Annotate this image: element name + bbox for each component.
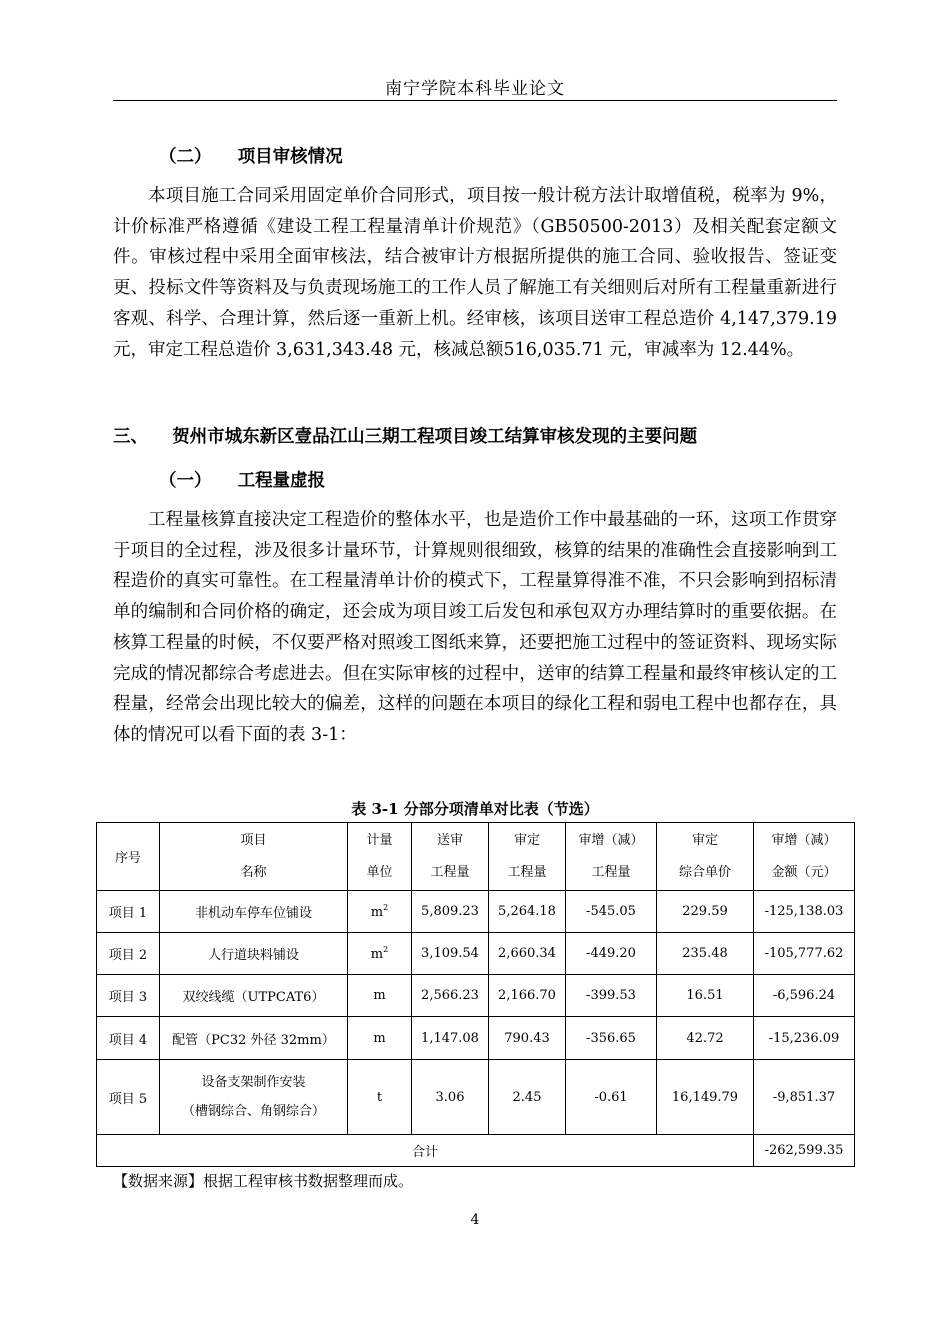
- header-diff-amount: 审增（减） 金额（元）: [754, 823, 855, 891]
- cell-approved: 2,660.34: [489, 933, 566, 975]
- running-header: 南宁学院本科毕业论文: [385, 79, 565, 99]
- section-number: （二）: [159, 147, 212, 167]
- section-title: 项目审核情况: [237, 147, 343, 167]
- cell-name: 人行道块料铺设: [160, 933, 348, 975]
- cell-name: 非机动车停车位铺设: [160, 891, 348, 933]
- table-row: [97, 1060, 855, 1135]
- cell-price: 16,149.79: [657, 1060, 754, 1135]
- cell-approved: 2.45: [489, 1060, 566, 1135]
- cell-approved: 2,166.70: [489, 975, 566, 1017]
- table-row: [97, 1017, 855, 1060]
- cell-submitted: 1,147.08: [412, 1017, 489, 1060]
- cell-submitted: 3,109.54: [412, 933, 489, 975]
- section-2-2-paragraph: 本项目施工合同采用固定单价合同形式，项目按一般计税方法计取增值税，税率为 9%，计价标准严格遵循《建设工程工程量清单计价规范》（GB50500-2013）及相关配套定额文件。审核过程中采用全面审核法，结合被审计方根据所提供的施工合同、验收报告、签证变更、投标文件等资料及与负责现场施工的工作人员了解施工有关细则后对所有工程量重新进行客观、科学、合理计算，然后逐一重新上机。经审核，该项目送审工程总造价 4,147,379.19 元，审定工程总造价 3,631,343.48 元，核减总额516,035.71 元，审减率为 12.44%。: [113, 186, 837, 360]
- header-seq: 序号: [97, 823, 160, 891]
- header-submitted-qty: 送审 工程量: [412, 823, 489, 891]
- header-diff-qty: 审增（减） 工程量: [566, 823, 657, 891]
- cell-seq: 项目 4: [97, 1017, 160, 1060]
- table-header-row: [97, 823, 855, 891]
- cell-diff-amount: -15,236.09: [754, 1017, 855, 1060]
- total-label: 合计: [97, 1135, 754, 1167]
- cell-price: 235.48: [657, 933, 754, 975]
- section-2-2-heading: [159, 143, 343, 168]
- cell-diff-amount: -125,138.03: [754, 891, 855, 933]
- cell-submitted: 2,566.23: [412, 975, 489, 1017]
- cell-diff-qty: -449.20: [566, 933, 657, 975]
- cell-seq: 项目 1: [97, 891, 160, 933]
- section-number: 三、: [113, 427, 148, 447]
- header-unit: 计量 单位: [348, 823, 412, 891]
- cell-diff-amount: -9,851.37: [754, 1060, 855, 1135]
- cell-unit: t: [348, 1060, 412, 1135]
- table-caption: 表 3-1 分部分项清单对比表（节选）: [351, 800, 599, 818]
- cell-name: 配管（PC32 外径 32mm）: [160, 1017, 348, 1060]
- cell-unit: $m^2$: [348, 933, 412, 975]
- section-3-heading: [113, 423, 697, 448]
- cell-diff-amount: -105,777.62: [754, 933, 855, 975]
- cell-submitted: 3.06: [412, 1060, 489, 1135]
- cell-unit: $m^2$: [348, 891, 412, 933]
- header-approved-qty: 审定 工程量: [489, 823, 566, 891]
- data-source-note: 【数据来源】根据工程审核书数据整理而成。: [113, 1172, 414, 1190]
- section-title: 贺州市城东新区壹品江山三期工程项目竣工结算审核发现的主要问题: [172, 427, 698, 447]
- cell-diff-qty: -356.65: [566, 1017, 657, 1060]
- section-number: （一）: [159, 471, 212, 491]
- table-total-row: [97, 1135, 855, 1167]
- cell-seq: 项目 3: [97, 975, 160, 1017]
- table-row: [97, 933, 855, 975]
- cell-approved: 790.43: [489, 1017, 566, 1060]
- header-item: 项目 名称: [160, 823, 348, 891]
- cell-price: 16.51: [657, 975, 754, 1017]
- cell-seq: 项目 2: [97, 933, 160, 975]
- cell-diff-qty: -399.53: [566, 975, 657, 1017]
- header-unit-price: 审定 综合单价: [657, 823, 754, 891]
- cell-price: 42.72: [657, 1017, 754, 1060]
- cell-diff-qty: -0.61: [566, 1060, 657, 1135]
- cell-price: 229.59: [657, 891, 754, 933]
- total-value: -262,599.35: [754, 1135, 855, 1167]
- cell-approved: 5,264.18: [489, 891, 566, 933]
- cell-diff-amount: -6,596.24: [754, 975, 855, 1017]
- cell-submitted: 5,809.23: [412, 891, 489, 933]
- cell-name: 设备支架制作安装 （槽钢综合、角钢综合）: [160, 1060, 348, 1135]
- section-title: 工程量虚报: [237, 471, 326, 491]
- cell-name: 双绞线缆（UTPCAT6）: [160, 975, 348, 1017]
- header-divider: [113, 100, 837, 101]
- table-row: [97, 891, 855, 933]
- table-row: [97, 975, 855, 1017]
- cell-seq: 项目 5: [97, 1060, 160, 1135]
- comparison-table: [96, 822, 855, 1167]
- page-number: 4: [470, 1212, 480, 1228]
- cell-diff-qty: -545.05: [566, 891, 657, 933]
- cell-unit: m: [348, 975, 412, 1017]
- section-3-1-paragraph: 工程量核算直接决定工程造价的整体水平，也是造价工作中最基础的一环，这项工作贯穿于项目的全过程，涉及很多计量环节，计算规则很细致，核算的结果的准确性会直接影响到工程造价的真实可靠性。在工程量清单计价的模式下，工程量算得准不准，不只会影响到招标清单的编制和合同价格的确定，还会成为项目竣工后发包和承包双方办理结算时的重要依据。在核算工程量的时候，不仅要严格对照竣工图纸来算，还要把施工过程中的签证资料、现场实际完成的情况都综合考虑进去。但在实际审核的过程中，送审的结算工程量和最终审核认定的工程量，经常会出现比较大的偏差，这样的问题在本项目的绿化工程和弱电工程中也都存在，具体的情况可以看下面的表 3-1：: [113, 510, 837, 745]
- section-3-1-heading: [159, 467, 325, 492]
- cell-unit: m: [348, 1017, 412, 1060]
